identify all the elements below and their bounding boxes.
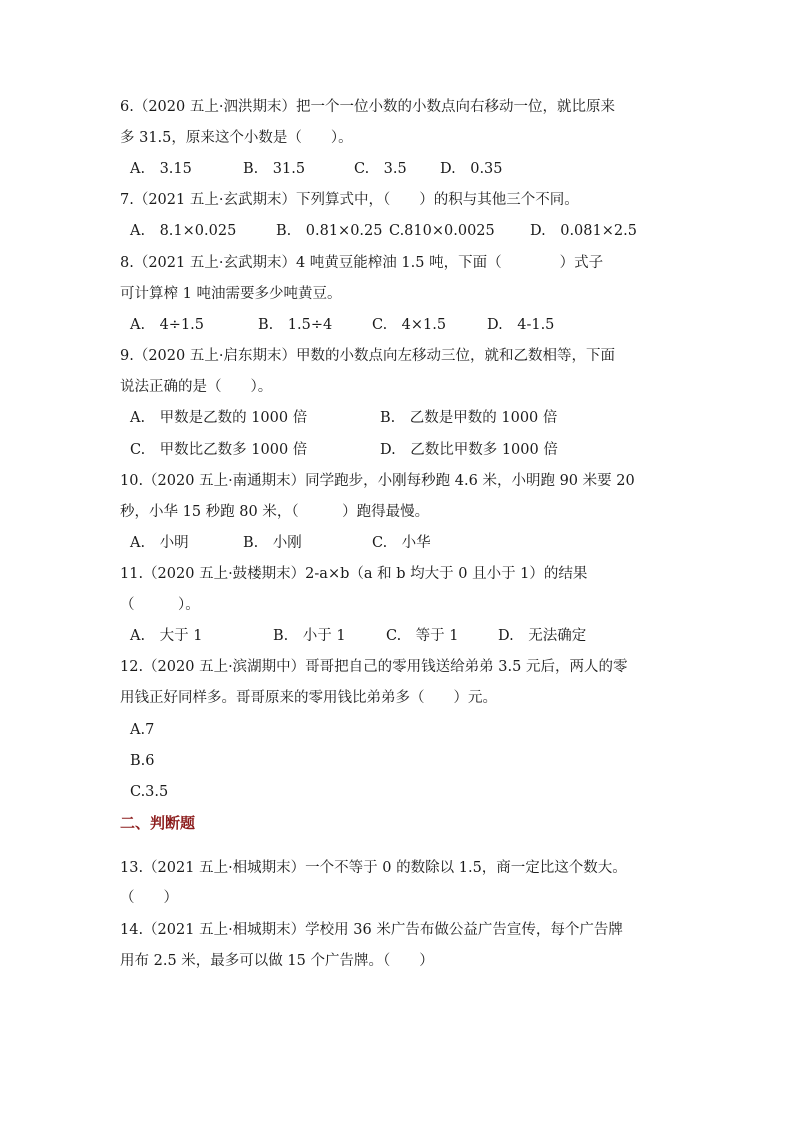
question-11-option-a: A. 大于 1 bbox=[130, 628, 203, 644]
question-12-option-c: C.3.5 bbox=[130, 784, 169, 800]
question-10-option-a: A. 小明 bbox=[130, 535, 189, 551]
question-12-line-1: 12.（2020 五上·滨湖期中）哥哥把自己的零用钱送给弟弟 3.5 元后，两人的零 bbox=[120, 659, 628, 675]
question-10-line-1: 10.（2020 五上·南通期末）同学跑步，小刚每秒跑 4.6 米，小明跑 90 米要 20 bbox=[120, 473, 635, 489]
question-9-line-1: 9.（2020 五上·启东期末）甲数的小数点向左移动三位，就和乙数相等，下面 bbox=[120, 348, 615, 364]
question-11-option-d: D. 无法确定 bbox=[498, 628, 587, 644]
question-7-option-d: D. 0.081×2.5 bbox=[530, 223, 637, 239]
question-6-option-b: B. 31.5 bbox=[243, 161, 306, 177]
question-7-option-b: B. 0.81×0.25 bbox=[276, 223, 383, 239]
question-6-option-c: C. 3.5 bbox=[354, 161, 407, 177]
section-title-true-false: 二、判断题 bbox=[120, 814, 196, 832]
question-13-line-2: （ ） bbox=[120, 890, 178, 906]
question-8-line-1: 8.（2021 五上·玄武期末）4 吨黄豆能榨油 1.5 吨，下面（ ）式子 bbox=[120, 255, 604, 271]
question-12-option-b: B.6 bbox=[130, 753, 155, 769]
question-10-line-2: 秒，小华 15 秒跑 80 米，（ ）跑得最慢。 bbox=[120, 504, 430, 520]
question-14-line-2: 用布 2.5 米，最多可以做 15 个广告牌。（ ） bbox=[120, 953, 434, 969]
question-9-option-b: B. 乙数是甲数的 1000 倍 bbox=[380, 410, 558, 426]
question-9-option-c: C. 甲数比乙数多 1000 倍 bbox=[130, 442, 308, 458]
question-6-option-a: A. 3.15 bbox=[130, 161, 192, 177]
question-7-option-c: C.810×0.0025 bbox=[389, 223, 495, 239]
question-8-option-c: C. 4×1.5 bbox=[372, 317, 447, 333]
question-13-line-1: 13.（2021 五上·相城期末）一个不等于 0 的数除以 1.5，商一定比这个数大。 bbox=[120, 860, 627, 876]
question-6-option-d: D. 0.35 bbox=[440, 161, 503, 177]
question-11-line-1: 11.（2020 五上·鼓楼期末）2-a×b（a 和 b 均大于 0 且小于 1）的结果 bbox=[120, 566, 588, 582]
question-11-line-2: （ ）。 bbox=[120, 597, 200, 613]
question-9-line-2: 说法正确的是（ ）。 bbox=[120, 379, 273, 395]
question-7-option-a: A. 8.1×0.025 bbox=[130, 223, 237, 239]
question-6-line-1: 6.（2020 五上·泗洪期末）把一个一位小数的小数点向右移动一位，就比原来 bbox=[120, 99, 615, 115]
question-7-line-1: 7.（2021 五上·玄武期末）下列算式中，（ ）的积与其他三个不同。 bbox=[120, 192, 579, 208]
question-8-line-2: 可计算榨 1 吨油需要多少吨黄豆。 bbox=[120, 286, 342, 302]
question-9-option-a: A. 甲数是乙数的 1000 倍 bbox=[130, 410, 308, 426]
question-8-option-b: B. 1.5÷4 bbox=[258, 317, 333, 333]
question-9-option-d: D. 乙数比甲数多 1000 倍 bbox=[380, 442, 558, 458]
question-8-option-a: A. 4÷1.5 bbox=[130, 317, 205, 333]
question-11-option-b: B. 小于 1 bbox=[273, 628, 346, 644]
question-12-option-a: A.7 bbox=[130, 722, 155, 738]
question-6-line-2: 多 31.5，原来这个小数是（ ）。 bbox=[120, 130, 353, 146]
question-12-line-2: 用钱正好同样多。哥哥原来的零用钱比弟弟多（ ）元。 bbox=[120, 690, 497, 706]
question-8-option-d: D. 4-1.5 bbox=[487, 317, 555, 333]
question-10-option-c: C. 小华 bbox=[372, 535, 431, 551]
question-14-line-1: 14.（2021 五上·相城期末）学校用 36 米广告布做公益广告宣传，每个广告牌 bbox=[120, 922, 623, 938]
question-11-option-c: C. 等于 1 bbox=[386, 628, 459, 644]
question-10-option-b: B. 小刚 bbox=[243, 535, 302, 551]
